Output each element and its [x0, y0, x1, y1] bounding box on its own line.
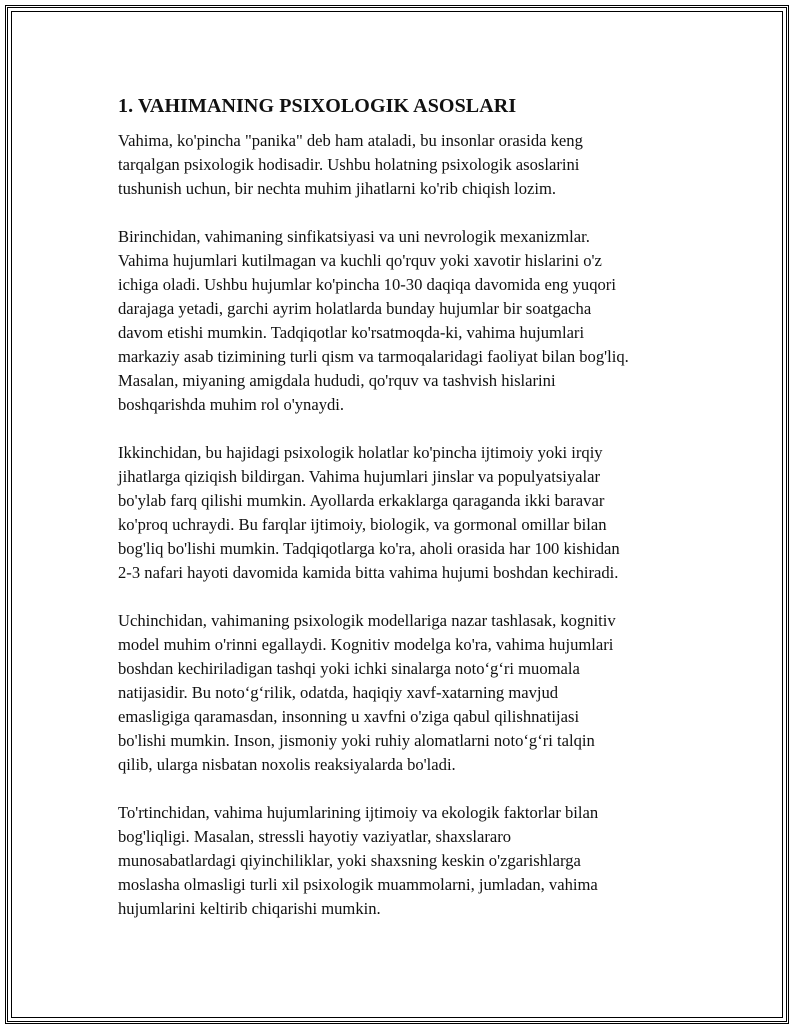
text-line: bo'lishi mumkin. Inson, jismoniy yoki ruhiy alomatlarni noto‘g‘ri talqin — [118, 731, 595, 750]
paragraph-list — [118, 129, 688, 921]
text-line: bog'liqligi. Masalan, stressli hayotiy vaziyatlar, shaxslararo — [118, 827, 512, 846]
text-line: qilib, ularga nisbatan noxolis reaksiyalarda bo'ladi. — [118, 755, 456, 774]
paragraph-5 — [118, 801, 688, 921]
text-line: Masalan, miyaning amigdala hududi, qo'rquv va tashvish hislarini — [118, 371, 556, 390]
text-line: munosabatlardagi qiyinchiliklar, yoki shaxsning keskin o'zgarishlarga — [118, 851, 581, 870]
text-line: tarqalgan psixologik hodisadir. Ushbu holatning psixologik asoslarini — [118, 155, 580, 174]
text-line: model muhim o'rinni egallaydi. Kognitiv modelga ko'ra, vahima hujumlari — [118, 635, 614, 654]
text-line: moslasha olmasligi turli xil psixologik muammolarni, jumladan, vahima — [118, 875, 598, 894]
text-line: bo'ylab farq qilishi mumkin. Ayollarda erkaklarga qaraganda ikki baravar — [118, 491, 605, 510]
text-line: natijasidir. Bu noto‘g‘rilik, odatda, haqiqiy xavf-xatarning mavjud — [118, 683, 559, 702]
document-body — [118, 93, 688, 945]
text-line: Vahima hujumlari kutilmagan va kuchli qo'rquv yoki xavotir hislarini o'z — [118, 251, 602, 270]
text-line: ko'proq uchraydi. Bu farqlar ijtimoiy, biologik, va gormonal omillar bilan — [118, 515, 607, 534]
paragraph-1 — [118, 129, 688, 201]
paragraph-3 — [118, 441, 688, 585]
text-line: darajaga yetadi, garchi ayrim holatlarda bunday hujumlar bir soatgacha — [118, 299, 592, 318]
section-heading: 1. VAHIMANING PSIXOLOGIK ASOSLARI — [118, 95, 517, 117]
text-line: markaziy asab tizimining turli qism va tarmoqalaridagi faoliyat bilan bog'liq. — [118, 347, 629, 366]
text-line: bog'liq bo'lishi mumkin. Tadqiqotlarga ko'ra, aholi orasida har 100 kishidan — [118, 539, 620, 558]
paragraph-4 — [118, 609, 688, 777]
text-line: ichiga oladi. Ushbu hujumlar ko'pincha 10-30 daqiqa davomida eng yuqori — [118, 275, 616, 294]
text-line: Vahima, ko'pincha "panika" deb ham ataladi, bu insonlar orasida keng — [118, 131, 583, 150]
text-line: davom etishi mumkin. Tadqiqotlar ko'rsatmoqda-ki, vahima hujumlari — [118, 323, 585, 342]
text-line: boshdan kechiriladigan tashqi yoki ichki sinalarga noto‘g‘ri muomala — [118, 659, 580, 678]
text-line: Birinchidan, vahimaning sinfikatsiyasi va uni nevrologik mexanizmlar. — [118, 227, 590, 246]
text-line: emasligiga qaramasdan, insonning u xavfni o'ziga qabul qilishnatijasi — [118, 707, 580, 726]
paragraph-2 — [118, 225, 688, 417]
text-line: hujumlarini keltirib chiqarishi mumkin. — [118, 899, 381, 918]
text-line: Uchinchidan, vahimaning psixologik modellariga nazar tashlasak, kognitiv — [118, 611, 616, 630]
text-line: jihatlarga qiziqish bildirgan. Vahima hujumlari jinslar va populyatsiyalar — [118, 467, 601, 486]
text-line: tushunish uchun, bir nechta muhim jihatlarni ko'rib chiqish lozim. — [118, 179, 557, 198]
text-line: boshqarishda muhim rol o'ynaydi. — [118, 395, 345, 414]
text-line: 2-3 nafari hayoti davomida kamida bitta vahima hujumi boshdan kechiradi. — [118, 563, 619, 582]
text-line: Ikkinchidan, bu hajidagi psixologik holatlar ko'pincha ijtimoiy yoki irqiy — [118, 443, 603, 462]
text-line: To'rtinchidan, vahima hujumlarining ijtimoiy va ekologik faktorlar bilan — [118, 803, 599, 822]
